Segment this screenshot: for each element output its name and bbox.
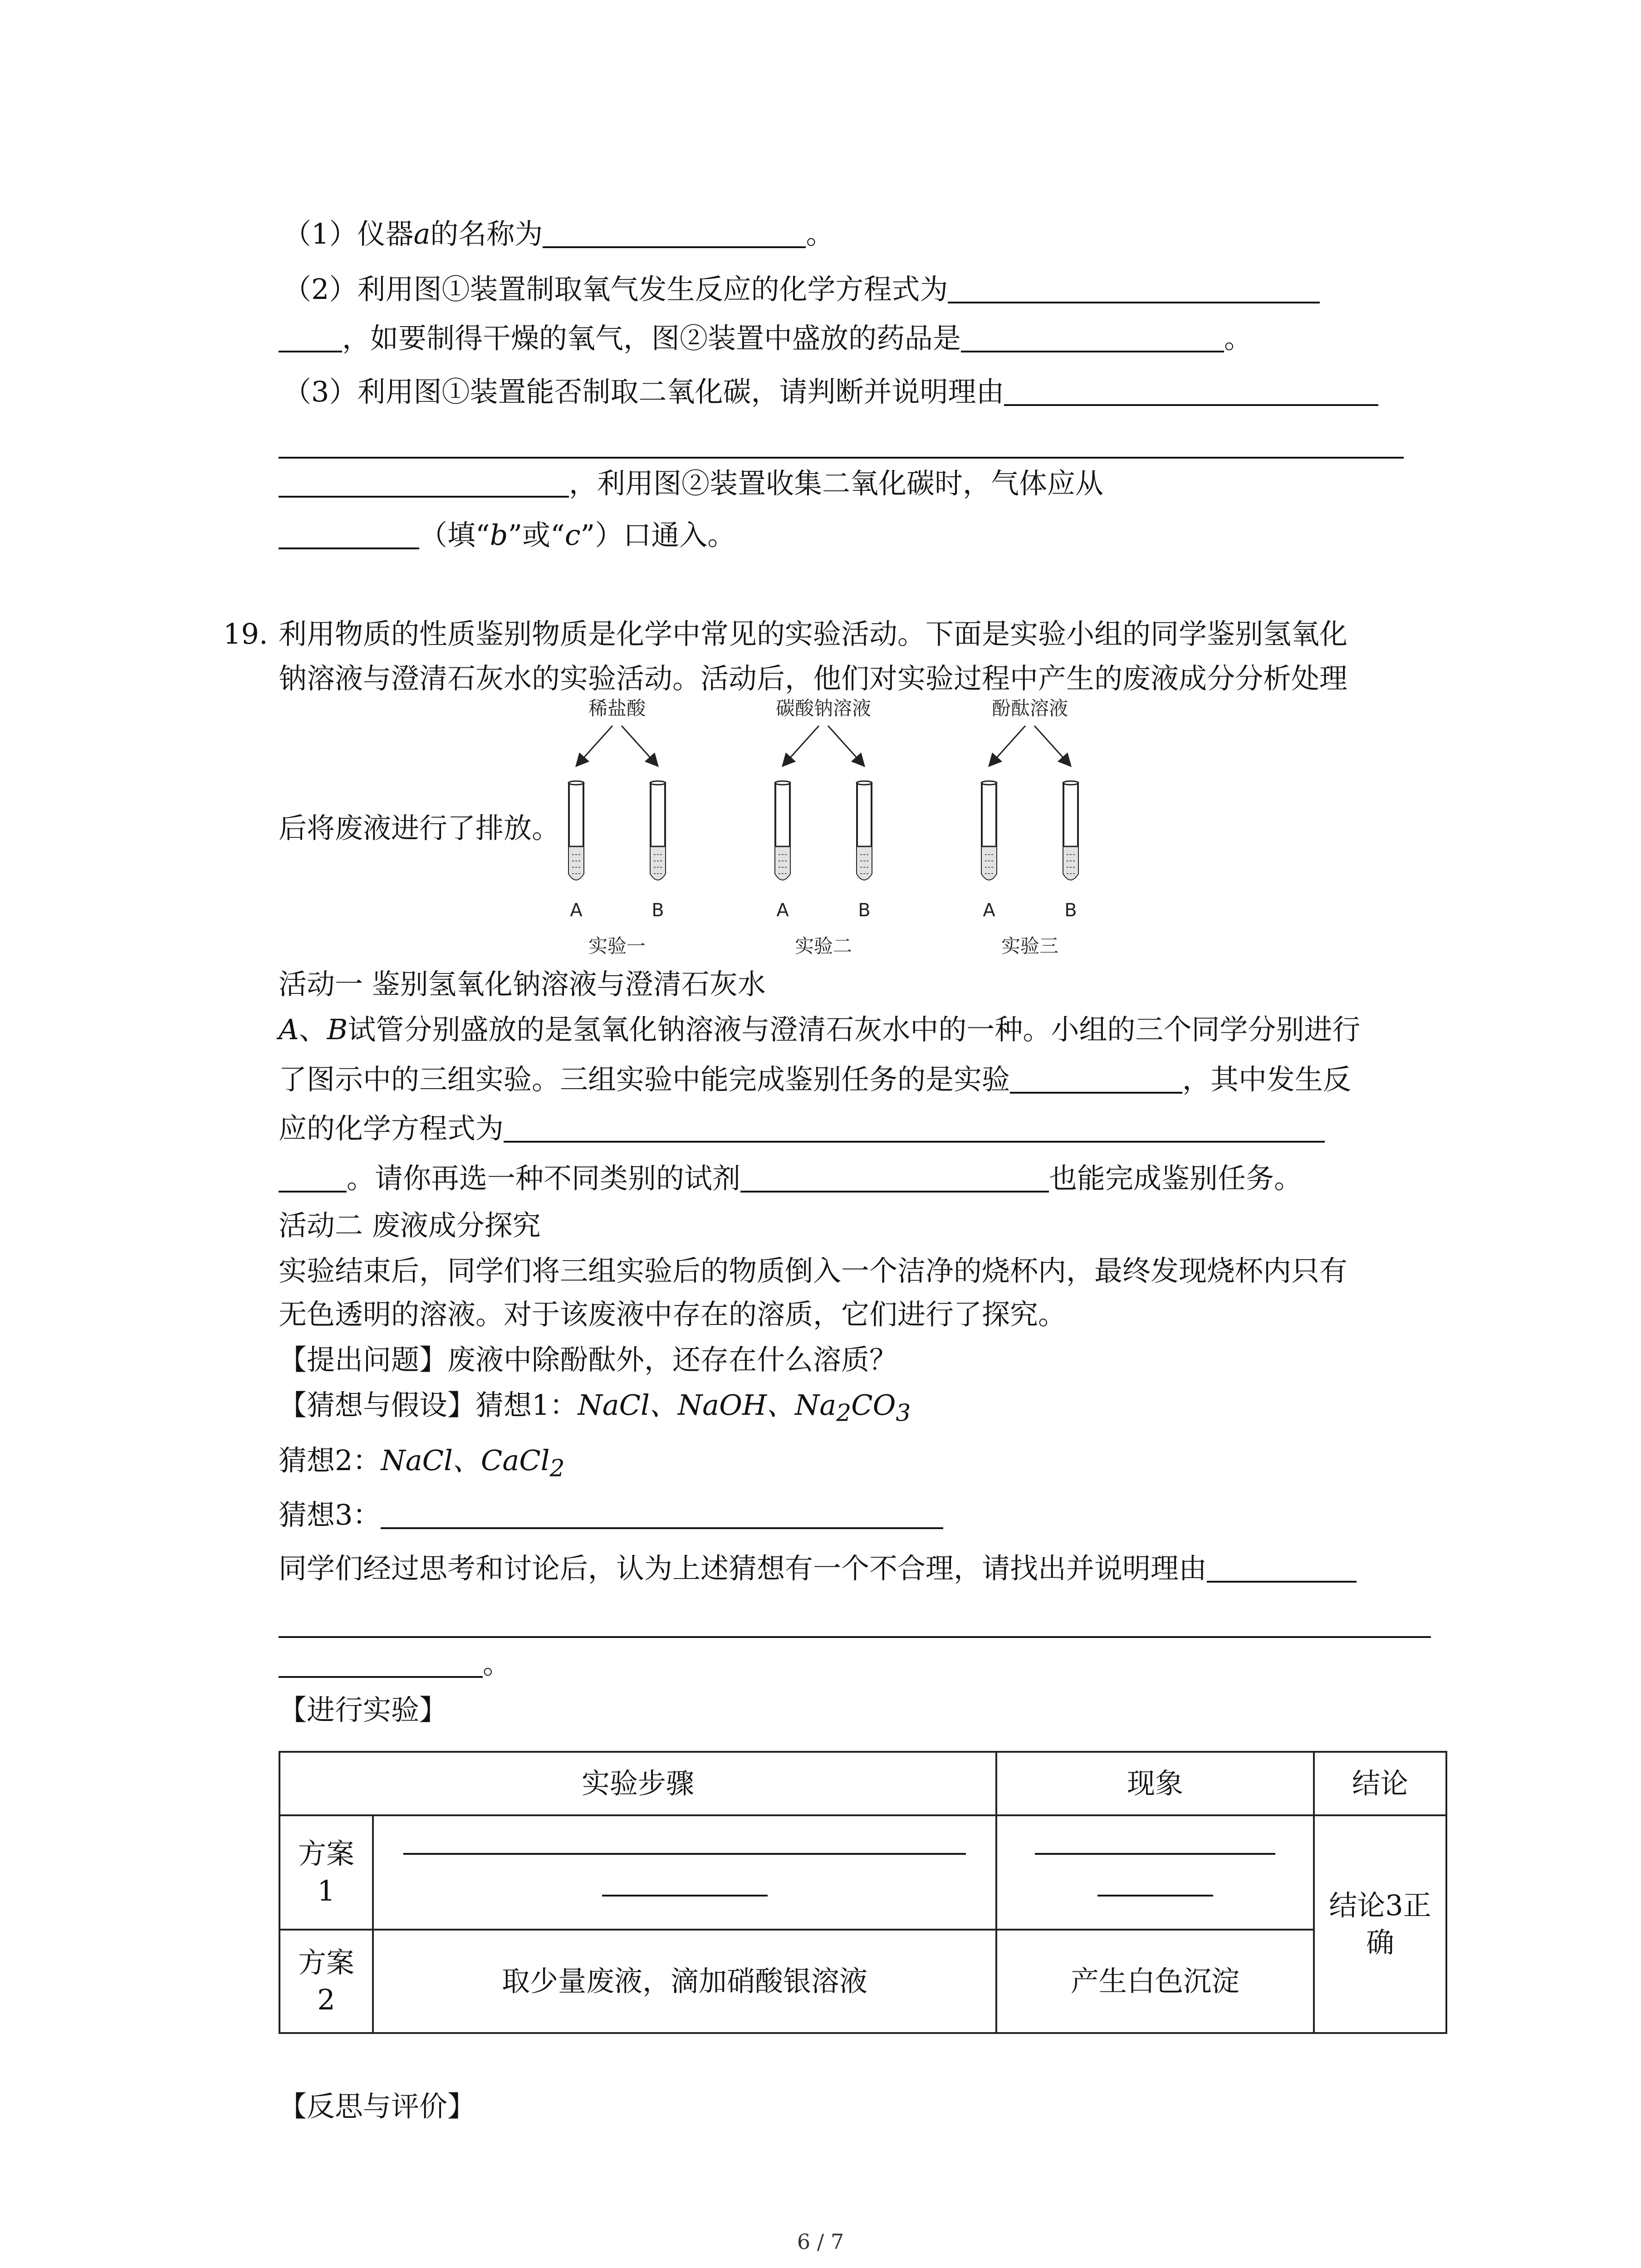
header-phenomenon: 现象 — [996, 1752, 1314, 1815]
answer-blank[interactable] — [279, 1609, 1431, 1638]
discussion-line3: 。 — [279, 1646, 511, 1682]
hypothesis-1: 【猜想与假设】猜想1：NaCl、NaOH、$Na_2CO_3$ — [279, 1388, 911, 1427]
reflection-heading: 【反思与评价】 — [279, 2090, 476, 2123]
activity2-line1: 实验结束后，同学们将三组实验后的物质倒入一个洁净的烧杯内，最终发现烧杯内只有 — [279, 1254, 1348, 1287]
answer-blank[interactable] — [1004, 377, 1378, 406]
test-tube-a — [775, 781, 790, 880]
answer-blank[interactable] — [279, 1163, 347, 1193]
q19-intro-line1: 利用物质的性质鉴别物质是化学中常见的实验活动。下面是实验小组的同学鉴别氢氧化 — [279, 617, 1348, 650]
tube-label-a: A — [570, 900, 583, 921]
answer-blank[interactable] — [279, 520, 419, 549]
activity2-title: 活动二 废液成分探究 — [279, 1209, 541, 1242]
tube-label-a: A — [983, 900, 995, 921]
activity1-line3: 应的化学方程式为 — [279, 1110, 1325, 1147]
experiment-label: 实验一 — [588, 935, 646, 957]
q19-intro-line2: 钠溶液与澄清石灰水的实验活动。活动后，他们对实验过程中产生的废液成分分析处理 — [279, 662, 1348, 695]
answer-blank[interactable] — [543, 219, 806, 248]
reagent-label: 稀盐酸 — [588, 699, 646, 719]
reagent-label: 酚酞溶液 — [991, 699, 1068, 719]
header-conclusion: 结论 — [1314, 1752, 1446, 1815]
arrow — [1034, 726, 1067, 762]
answer-blank[interactable] — [381, 1500, 943, 1529]
test-tube-a — [981, 781, 997, 880]
arrow — [786, 726, 819, 762]
answer-blank[interactable] — [1035, 1853, 1275, 1855]
conclusion-cell: 结论3正 确 — [1314, 1815, 1446, 2033]
answer-blank[interactable] — [740, 1163, 1049, 1193]
answer-blank[interactable] — [279, 1649, 483, 1678]
test-tube-b — [1063, 781, 1078, 880]
experiment-label: 实验二 — [794, 935, 852, 957]
q18-part1: （1）仪器a的名称为 。 — [283, 217, 834, 250]
experiment-table — [279, 1751, 1447, 2034]
test-tube-a — [568, 781, 584, 880]
answer-blank[interactable] — [1207, 1554, 1357, 1583]
q18-part3-line1: （3）利用图①装置能否制取二氧化碳，请判断并说明理由 — [283, 374, 1378, 410]
q18-part2-line2: ，如要制得干燥的氧气，图②装置中盛放的药品是 。 — [279, 320, 1252, 357]
activity1-title: 活动一 鉴别氢氧化钠溶液与澄清石灰水 — [279, 968, 766, 1001]
activity1-line2: 了图示中的三组实验。三组实验中能完成鉴别任务的是实验 ，其中发生反 — [279, 1063, 1352, 1096]
answer-blank[interactable] — [1097, 1895, 1213, 1897]
plan-2-phenomenon: 产生白色沉淀 — [996, 1930, 1314, 2033]
answer-blank[interactable] — [961, 323, 1224, 352]
header-steps: 实验步骤 — [279, 1752, 996, 1815]
plan-1-label: 方案 1 — [279, 1815, 373, 1930]
tube-label-b: B — [1064, 900, 1077, 921]
q18-part3-line3: ，利用图②装置收集二氧化碳时，气体应从 — [279, 465, 1103, 502]
answer-blank[interactable] — [948, 274, 1320, 303]
discussion-line2 — [279, 1606, 1431, 1642]
activity1-line4: 。请你再选一种不同类别的试剂 也能完成鉴别任务。 — [279, 1160, 1302, 1197]
answer-blank[interactable] — [279, 323, 342, 352]
test-tube-experiments-figure — [563, 699, 1107, 962]
hypothesis-3: 猜想3： — [279, 1497, 943, 1533]
plan-2-label: 方案 2 — [279, 1930, 373, 2033]
experiment-label: 实验三 — [1001, 935, 1059, 957]
q19-intro-line3: 后将废液进行了排放。 — [279, 811, 560, 845]
arrow — [580, 726, 612, 762]
test-tube-b — [857, 781, 872, 880]
tube-label-b: B — [652, 900, 664, 921]
test-tube-b — [650, 781, 666, 880]
answer-blank[interactable] — [403, 1853, 966, 1855]
tube-label-b: B — [858, 900, 871, 921]
plan-1-steps — [373, 1815, 996, 1930]
arrow — [993, 726, 1025, 762]
reagent-label: 碳酸钠溶液 — [775, 699, 872, 719]
plan-1-phenomenon — [996, 1815, 1314, 1930]
experiment-heading: 【进行实验】 — [279, 1693, 448, 1726]
answer-blank[interactable] — [279, 469, 569, 498]
hypothesis-2: 猜想2：NaCl、CaCl$_2$ — [279, 1444, 565, 1482]
answer-blank[interactable] — [1010, 1065, 1182, 1094]
tube-label-a: A — [776, 900, 789, 921]
discussion-line1: 同学们经过思考和讨论后，认为上述猜想有一个不合理，请找出并说明理由 — [279, 1550, 1357, 1587]
arrow — [622, 726, 654, 762]
arrow — [828, 726, 861, 762]
answer-blank[interactable] — [602, 1895, 768, 1897]
q19-number: 19. — [223, 617, 268, 650]
q18-part3-line2 — [279, 426, 1404, 463]
q18-part3-line4: （填“b”或“c”）口通入。 — [279, 517, 735, 553]
answer-blank[interactable] — [504, 1114, 1325, 1143]
activity2-line2: 无色透明的溶液。对于该废液中存在的溶质，它们进行了探究。 — [279, 1298, 1067, 1331]
q18-part2-line1: （2）利用图①装置制取氧气发生反应的化学方程式为 — [283, 271, 1320, 308]
answer-blank[interactable] — [279, 430, 1404, 459]
plan-2-steps: 取少量废液，滴加硝酸银溶液 — [373, 1930, 996, 2033]
raise-question: 【提出问题】废液中除酚酞外，还存在什么溶质？ — [279, 1343, 898, 1376]
page-number: 6 / 7 — [797, 2229, 844, 2254]
activity1-line1: A、B试管分别盛放的是氢氧化钠溶液与澄清石灰水中的一种。小组的三个同学分别进行 — [279, 1013, 1361, 1046]
